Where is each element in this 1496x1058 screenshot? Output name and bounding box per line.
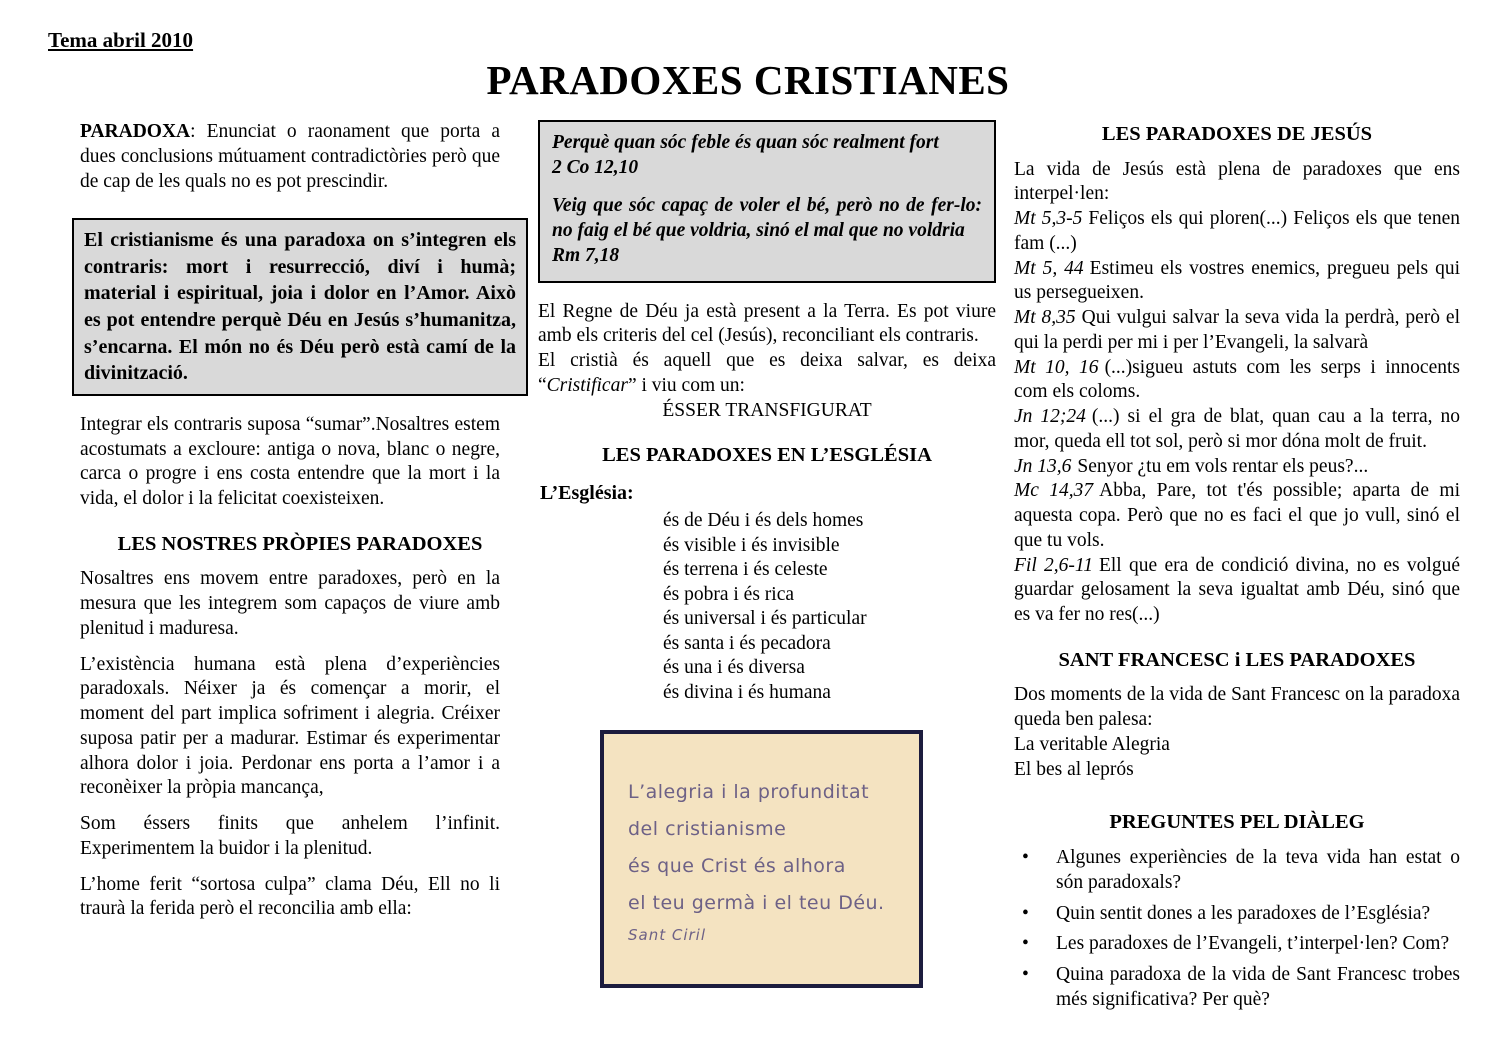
cristificar-term: Cristificar xyxy=(546,374,628,396)
question-text: Algunes experiències de la teva vida han estat o són paradoxals? xyxy=(1056,847,1460,893)
quote-romans-ref: Rm 7,18 xyxy=(552,245,620,267)
heading-nostres-paradoxes: LES NOSTRES PRÒPIES PARADOXES xyxy=(117,532,483,555)
church-list-item: és pobra i és rica xyxy=(663,583,795,605)
scripture-ref: Fil 2,6-11 xyxy=(1014,554,1093,576)
transfigurat-line: ÉSSER TRANSFIGURAT xyxy=(662,399,872,421)
jesus-intro-paragraph: La vida de Jesús està plena de paradoxes que ens interpel·len: xyxy=(1014,158,1460,205)
scripture-item xyxy=(1014,455,1460,480)
existencia-paragraph: L’existència humana està plena d’experiències paradoxals. Néixer ja és començar a morir, el moment del part implica sofriment i alegria. Créixer suposa patir per a madurar. Estimar és experimentar alhora dolor i joia. Perdonar ens porta a l’amor i a reconèixer la pròpia mancança, xyxy=(80,653,500,799)
scripture-text: (...) si el gra de blat, quan cau a la terra, no mor, queda ell tot sol, però si mor dóna molt de fruit. xyxy=(1014,406,1460,452)
regne-paragraph: El Regne de Déu ja està present a la Terra. Es pot viure amb els criteris del cel (Jesús), reconciliant els contraris. xyxy=(538,300,996,347)
church-list-item: és universal i és particular xyxy=(663,608,867,630)
scripture-ref: Jn 13,6 xyxy=(1014,455,1072,477)
scripture-text: Ell que era de condició divina, no es volgué guardar gelosament la seva igualtat amb Déu, sinó que es va fer no res(...) xyxy=(1014,554,1460,626)
scripture-item xyxy=(1014,306,1460,356)
cristia-paragraph xyxy=(538,349,996,399)
scripture-text: Feliços els qui ploren(...) Feliços els que tenen fam (...) xyxy=(1014,208,1460,254)
scripture-ref: Mt 5, 44 xyxy=(1014,257,1084,279)
scripture-ref: Mt 10, 16 xyxy=(1014,356,1099,378)
scripture-text: (...)sigueu astuts com les serps i innocents com els coloms. xyxy=(1014,356,1461,403)
heading-paradoxes-jesus: LES PARADOXES DE JESÚS xyxy=(1101,123,1373,145)
scripture-item xyxy=(1014,207,1460,257)
integrar-paragraph: Integrar els contraris suposa “sumar”.Nosaltres estem acostumats a excloure: antiga o nova, blanc o negre, carca o progre i ens costa entendre que la mort i la vida, el dolor i la felicitat coexisteixen. xyxy=(80,413,500,510)
esglesia-label: L’Església: xyxy=(540,482,634,505)
church-list-item: és terrena i és celeste xyxy=(663,559,828,581)
quote-corinthians-text: Perquè quan sóc feble és quan sóc realment fort xyxy=(552,132,939,153)
quote-gap xyxy=(552,181,982,193)
bullet-icon: • xyxy=(1022,964,1029,986)
page-tag: Tema abril 2010 xyxy=(48,28,194,52)
scripture-ref: Mt 5,3-5 xyxy=(1014,208,1083,230)
essers-paragraph: Som éssers finits que anhelem l’infinit. Experimentem la buidor i la plenitud. xyxy=(80,813,500,859)
scripture-text: Qui vulgui salvar la seva vida la perdrà, però el qui la perdi per mi i per l’Evangeli, la salvarà xyxy=(1014,307,1460,353)
ciril-quote-line: el teu germà i el teu Déu. xyxy=(628,891,885,914)
church-list-item: és visible i és invisible xyxy=(663,534,840,556)
church-list-item: és una i és diversa xyxy=(663,657,805,679)
scripture-item xyxy=(1014,479,1460,553)
scripture-item xyxy=(1014,554,1460,628)
scripture-ref: Jn 12;24 xyxy=(1014,406,1086,428)
heading-preguntes-dialeg: PREGUNTES PEL DIÀLEG xyxy=(1109,811,1365,834)
ciril-quote-line: és que Crist és alhora xyxy=(628,854,846,877)
question-item xyxy=(1014,902,1460,927)
question-item xyxy=(1014,963,1460,1013)
definition-paragraph xyxy=(80,120,500,194)
scripture-quotes-box xyxy=(538,120,996,283)
bullet-icon: • xyxy=(1022,933,1029,955)
definition-text: : Enunciat o raonament que porta a dues conclusions mútuament contradictòries però que de cap de les quals no es pot prescindir. xyxy=(80,121,500,192)
quote-romans-text: Veig que sóc capaç de voler el bé, però no de fer-lo: no faig el bé que voldria, sinó el mal que no voldria xyxy=(552,194,982,242)
definition-term: PARADOXA xyxy=(80,121,191,142)
church-list-item: és de Déu i és dels homes xyxy=(663,510,864,532)
ciril-attribution: Sant Ciril xyxy=(628,925,707,944)
ciril-quote-line: L’alegria i la profunditat xyxy=(628,780,870,803)
bullet-icon: • xyxy=(1022,847,1029,869)
nosaltres-paragraph: Nosaltres ens movem entre paradoxes, però en la mesura que les integrem som capaços de viure amb plenitud i maduresa. xyxy=(80,568,500,639)
question-text: Les paradoxes de l’Evangeli, t’interpel·len? Com? xyxy=(1056,933,1450,955)
scripture-text: Estimeu els vostres enemics, pregueu pels qui us persegueixen. xyxy=(1014,257,1460,304)
scripture-item xyxy=(1014,405,1460,455)
question-item xyxy=(1014,932,1460,957)
sant-ciril-quote-box xyxy=(600,730,923,988)
middle-column xyxy=(538,120,996,988)
cristia-text-post: ” i viu com un: xyxy=(627,374,745,396)
question-text: Quina paradoxa de la vida de Sant Francesc trobes més significativa? Per què? xyxy=(1056,964,1460,1010)
francesc-intro-paragraph: Dos moments de la vida de Sant Francesc on la paradoxa queda ben palesa: xyxy=(1014,684,1460,731)
scripture-item xyxy=(1014,356,1460,406)
question-item xyxy=(1014,846,1460,896)
quote-corinthians-ref: 2 Co 12,10 xyxy=(552,157,639,179)
scripture-ref: Mc 14,37 xyxy=(1014,480,1094,502)
scripture-text: Abba, Pare, tot t'és possible; aparta de mi aquesta copa. Però que no es faci el que jo vull, sinó el que tu vols. xyxy=(1014,480,1460,551)
francesc-moment-item: El bes al leprós xyxy=(1014,758,1134,780)
home-ferit-paragraph: L’home ferit “sortosa culpa” clama Déu, Ell no li traurà la ferida però el reconcilia amb ella: xyxy=(80,873,500,920)
scripture-ref: Mt 8,35 xyxy=(1014,307,1076,329)
church-paradox-list xyxy=(663,509,996,706)
church-list-item: és santa i és pecadora xyxy=(663,632,831,654)
bullet-icon: • xyxy=(1022,902,1029,924)
scripture-text: Senyor ¿tu em vols rentar els peus?... xyxy=(1077,455,1369,477)
ciril-quote-line: del cristianisme xyxy=(628,817,787,840)
cristia-text-pre: El cristià és aquell que es deixa salvar, es deixa “ xyxy=(538,350,996,396)
christianity-paradox-box: El cristianisme és una paradoxa on s’integren els contraris: mort i resurrecció, diví i humà; material i espiritual, joia i dolor en l’Amor. Això es pot entendre perquè Déu en Jesús s’humanitza, s’encarna. El món no és Déu però està camí de la divinització. xyxy=(72,218,528,396)
scripture-item xyxy=(1014,257,1460,307)
church-list-item: és divina i és humana xyxy=(663,682,831,703)
heading-paradoxes-esglesia: LES PARADOXES EN L’ESGLÉSIA xyxy=(602,444,932,467)
heading-sant-francesc: SANT FRANCESC i LES PARADOXES xyxy=(1058,648,1416,671)
right-column xyxy=(1014,120,1460,1019)
page-title: PARADOXES CRISTIANES xyxy=(486,57,1010,103)
question-text: Quin sentit dones a les paradoxes de l’Església? xyxy=(1056,902,1431,924)
francesc-moment-item: La veritable Alegria xyxy=(1014,733,1170,755)
left-column xyxy=(72,120,528,933)
